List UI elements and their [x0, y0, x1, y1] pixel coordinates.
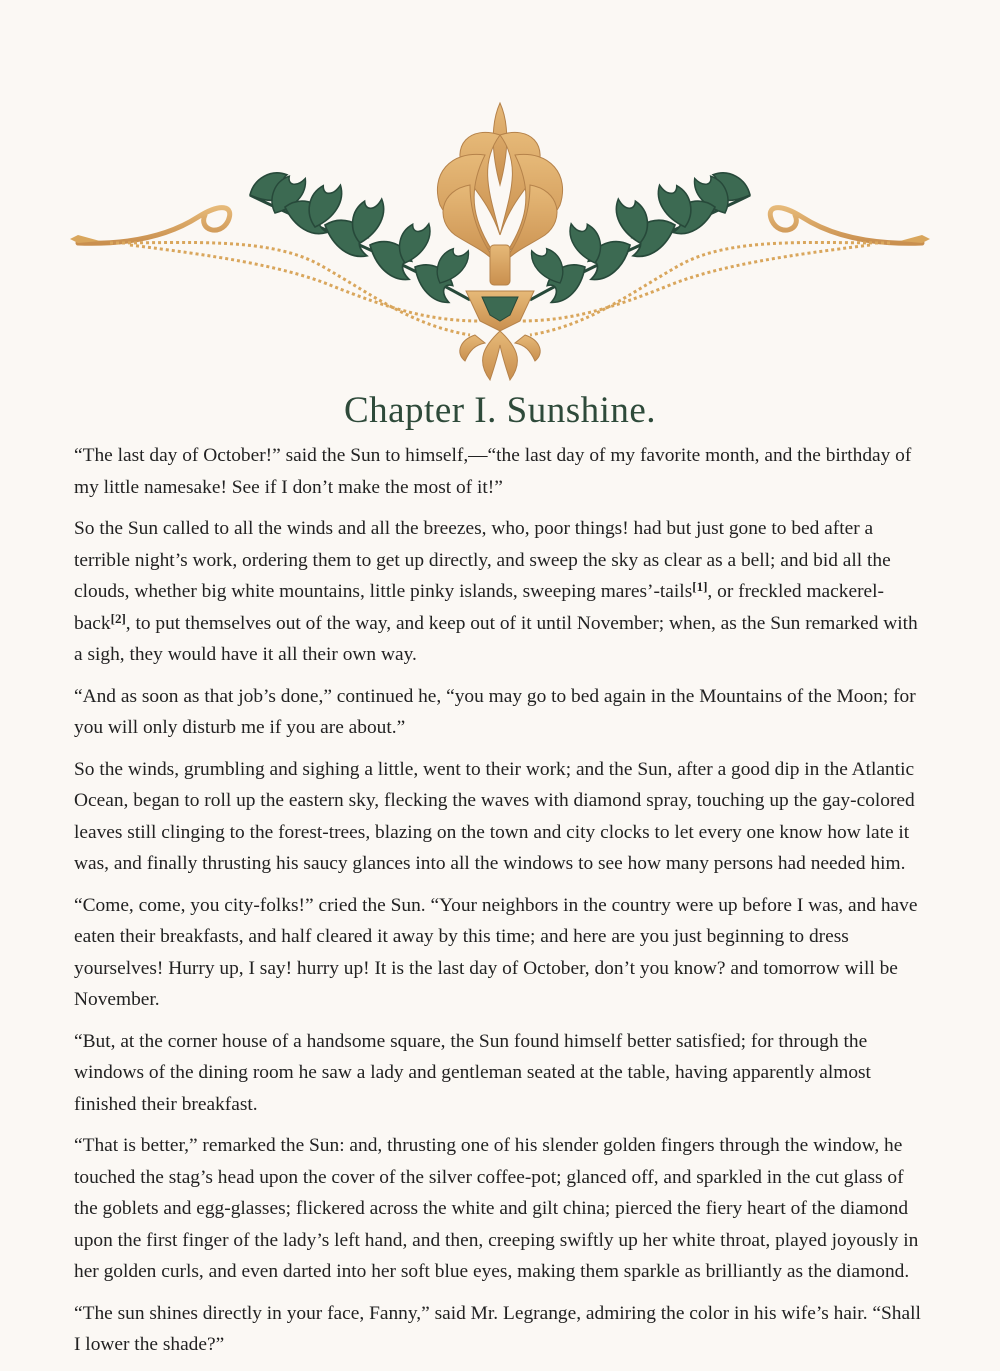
paragraph-text: , or freckled mackerel-back	[74, 581, 884, 634]
chapter-title: Chapter I. Sunshine.	[343, 390, 657, 431]
floral-vignette-icon	[70, 95, 930, 390]
footnote-link[interactable]: [2]	[110, 610, 126, 626]
paragraph-text: So the Sun called to all the winds and all the breezes, who, poor things! had but just gone to bed after a terrible night’s work, ordering them to get up directly, and sweep the sky as clear as a bell; and bid all the clouds, whether big white mountains, little pinky islands, sweeping mares’-tails	[74, 518, 891, 602]
paragraph: “And as soon as that job’s done,” continued he, “you may go to bed again in the Mountains of the Moon; for you will only disturb me if you are about.”	[74, 685, 916, 738]
paragraph: “The last day of October!” said the Sun to himself,—“the last day of my favorite month, and the birthday of my little namesake! See if I don’t make the most of it!”	[74, 445, 912, 498]
paragraph: “The sun shines directly in your face, Fanny,” said Mr. Legrange, admiring the color in his wife’s hair. “Shall I lower the shade?”	[74, 1302, 921, 1355]
paragraph: So the winds, grumbling and sighing a little, went to their work; and the Sun, after a good dip in the Atlantic Ocean, began to roll up the eastern sky, flecking the waves with diamond spray, touching up the gay-colored leaves still clinging to the forest-trees, blazing on the town and city clocks to let every one know how late it was, and finally thrusting his saucy glances into all the windows to see how many persons had needed him.	[74, 758, 915, 874]
paragraph	[74, 513, 930, 671]
paragraph: “That is better,” remarked the Sun: and, thrusting one of his slender golden fingers through the window, he touched the stag’s head upon the cover of the silver coffee-pot; glanced off, and sparkled in the cut glass of the goblets and egg-glasses; flickered across the white and gilt china; pierced the fiery heart of the diamond upon the first finger of the lady’s left hand, and then, creeping swiftly up her white throat, played joyously in her golden curls, and even darted into her soft blue eyes, making them sparkle as brilliantly as the diamond.	[74, 1135, 919, 1282]
paragraph: “Come, come, you city-folks!” cried the Sun. “Your neighbors in the country were up before I was, and have eaten their breakfasts, and half cleared it away by this time; and here are you just beginning to dress yourselves! Hurry up, I say! hurry up! It is the last day of October, don’t you know? and tomorrow will be November.	[74, 894, 918, 1010]
chapter-body	[74, 440, 930, 1371]
paragraph-text: , to put themselves out of the way, and keep out of it until November; when, as the Sun remarked with a sigh, they would have it all their own way.	[74, 612, 918, 665]
footnote-link[interactable]: [1]	[692, 579, 708, 594]
paragraph: “But, at the corner house of a handsome square, the Sun found himself better satisfied; for through the windows of the dining room he saw a lady and gentleman seated at the table, having apparently almost finished their breakfast.	[74, 1030, 871, 1115]
